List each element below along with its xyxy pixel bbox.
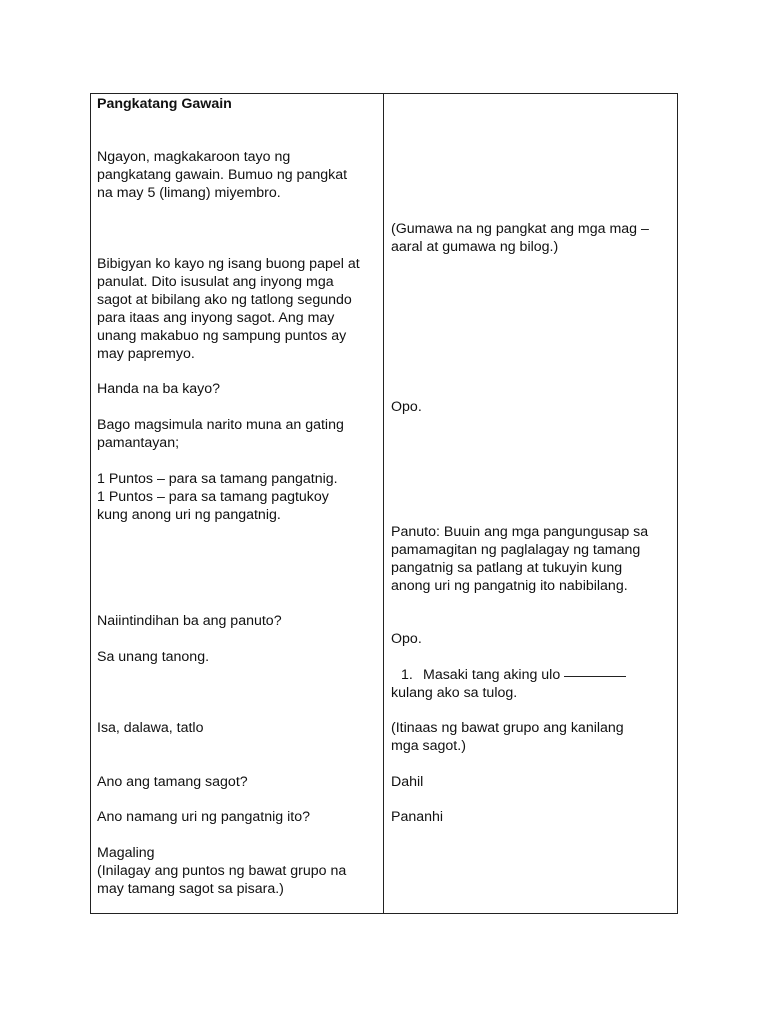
first-question-prompt: Sa unang tanong. (97, 649, 210, 665)
question-item-1-continuation: kulang ako sa tulog. (391, 685, 518, 701)
activity-directions: Panuto: Buuin ang mga pangungusap sa pamamagitan ng paglalagay ng tamang pangatnig sa patlang at tukuyin kung anong uri ng pangatnig ito nabibilang. (391, 524, 649, 594)
question-correct-answer: Ano ang tamang sagot? (97, 774, 248, 790)
question-item-1 (391, 666, 673, 684)
instruction-group-formation: Ngayon, magkakaroon tayo ng pangkatang gawain. Bumuo ng pangkat na may 5 (limang) miyembro. (97, 149, 348, 201)
question-conjunction-type: Ano namang uri ng pangatnig ito? (97, 809, 310, 825)
list-number: 1. (401, 667, 413, 683)
criteria-intro: Bago magsimula narito muna an gating pamantayan; (97, 417, 344, 451)
student-response-grouping: (Gumawa na ng pangkat ang mga mag – aaral at gumawa ng bilog.) (391, 221, 649, 255)
student-response-opo-2: Opo. (391, 631, 422, 647)
section-heading: Pangkatang Gawain (97, 96, 232, 112)
student-response-opo-1: Opo. (391, 399, 422, 415)
answer-blank (564, 676, 626, 677)
instruction-materials: Bibigyan ko kayo ng isang buong papel at panulat. Dito isusulat ang inyong mga sagot at bibilang ako ng tatlong segundo para itaas ang inyong sagot. Ang may unang makabuo ng sampung puntos ay may papremyo. (97, 256, 360, 362)
countdown: Isa, dalawa, tatlo (97, 720, 204, 736)
student-response-raise-answers: (Itinaas ng bawat grupo ang kanilang mga sagot.) (391, 720, 624, 754)
question-ready: Handa na ba kayo? (97, 381, 221, 397)
answer-dahil: Dahil (391, 774, 424, 790)
praise-and-scoring: Magaling (Inilagay ang puntos ng bawat grupo na may tamang sagot sa pisara.) (97, 845, 347, 897)
list-text: Masaki tang aking ulo (423, 667, 561, 683)
column-divider (383, 93, 384, 914)
scoring-criteria: 1 Puntos – para sa tamang pangatnig. 1 Puntos – para sa tamang pagtukoy kung anong uri ng pangatnig. (97, 471, 338, 523)
answer-conjunction-type: Pananhi (391, 809, 444, 825)
question-understood: Naiintindihan ba ang panuto? (97, 613, 282, 629)
